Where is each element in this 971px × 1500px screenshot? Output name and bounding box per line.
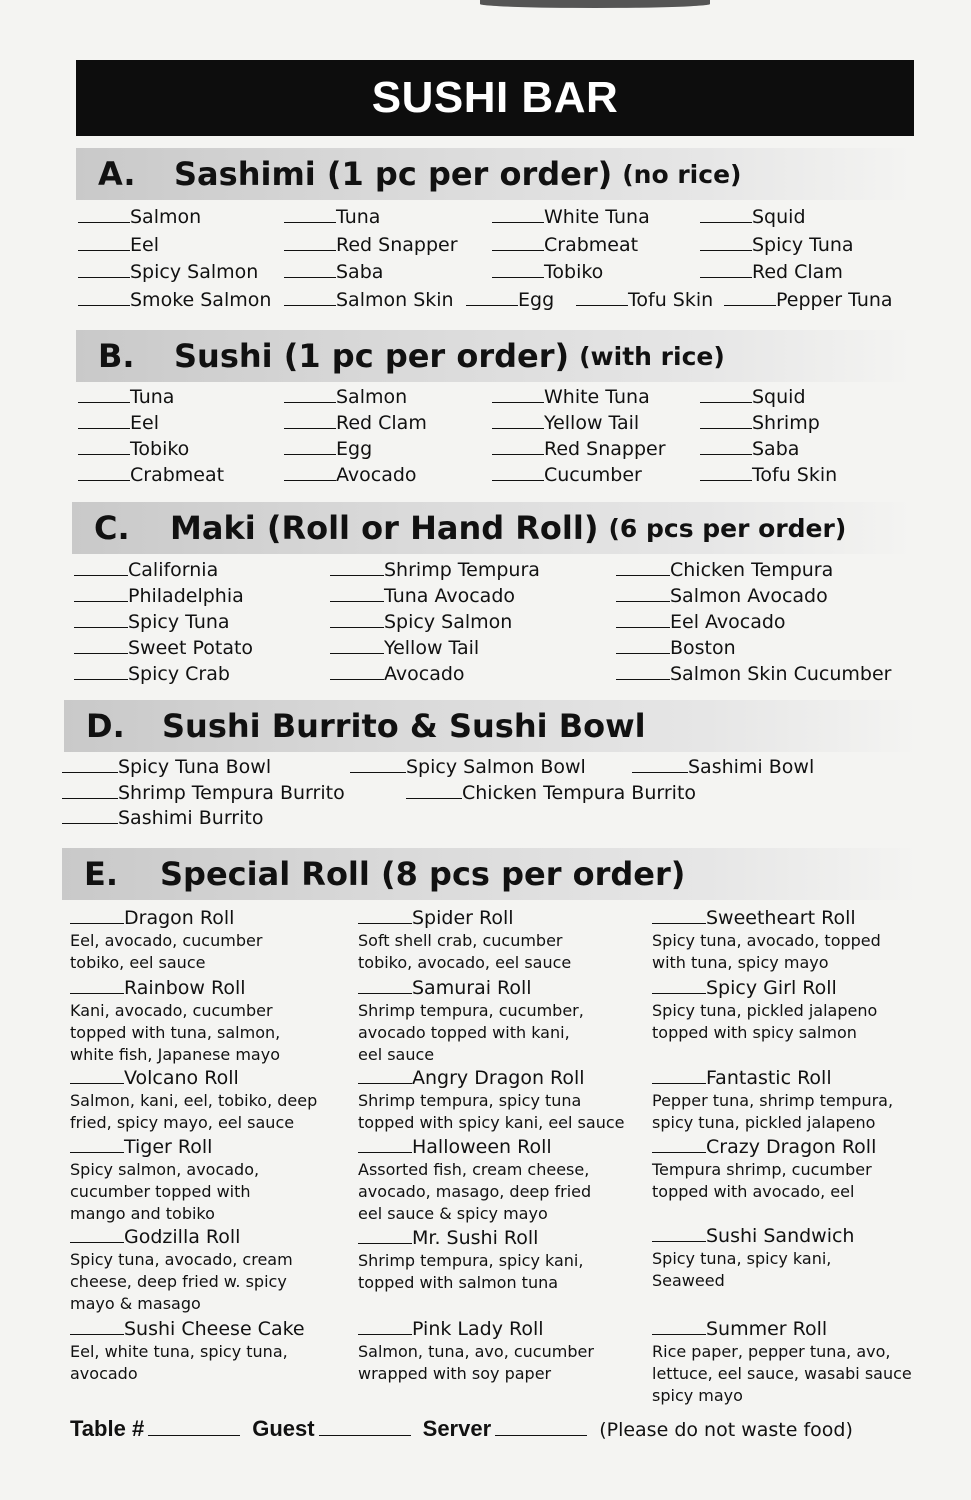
menu-item-label: Salmon [130,206,202,228]
special-roll-description: Spicy salmon, avocado, cucumber topped with mango and tobiko [70,1160,260,1223]
quantity-blank[interactable] [70,975,124,994]
quantity-blank[interactable] [652,1316,706,1335]
menu-item-label: Yellow Tail [544,412,640,434]
special-roll-name: Spider Roll [412,907,514,929]
quantity-blank[interactable] [616,609,670,628]
special-roll-name: Sushi Sandwich [706,1225,855,1247]
special-roll-name: Summer Roll [706,1318,828,1340]
menu-item-label: Crabmeat [130,464,225,486]
menu-item [616,557,833,583]
menu-item [78,436,189,462]
menu-item-label: Saba [336,261,384,283]
quantity-blank[interactable] [492,410,544,429]
menu-item-label: White Tuna [544,206,650,228]
special-roll-item [358,975,648,1066]
quantity-blank[interactable] [358,1065,412,1084]
menu-item-label: Spicy Salmon [130,261,259,283]
quantity-blank[interactable] [350,754,406,773]
quantity-blank[interactable] [632,754,688,773]
special-roll-name: Crazy Dragon Roll [706,1136,877,1158]
menu-item-label: Tobiko [544,261,604,283]
menu-item [616,635,736,661]
quantity-blank[interactable] [62,780,118,799]
quantity-blank[interactable] [74,635,128,654]
special-roll-description: Spicy tuna, avocado, cream cheese, deep fried w. spicy mayo & masago [70,1250,293,1313]
quantity-blank[interactable] [492,204,544,223]
special-roll-description: Shrimp tempura, spicy kani, topped with salmon tuna [358,1251,584,1292]
quantity-blank[interactable] [616,635,670,654]
quantity-blank[interactable] [700,204,752,223]
quantity-blank[interactable] [492,259,544,278]
special-roll-item [652,905,942,974]
menu-item [74,635,253,661]
special-roll-name: Sweetheart Roll [706,907,856,929]
menu-item [330,661,465,687]
section-letter: D. [86,707,125,745]
menu-item-label: Yellow Tail [384,637,480,659]
menu-item [74,583,244,609]
quantity-blank[interactable] [78,436,130,455]
quantity-blank[interactable] [700,410,752,429]
special-roll-name: Rainbow Roll [124,977,246,999]
quantity-blank[interactable] [652,1223,706,1242]
menu-row [62,780,960,806]
menu-row [74,583,960,609]
quantity-blank[interactable] [616,661,670,680]
special-roll-name: Tiger Roll [124,1136,213,1158]
special-roll-item [358,905,648,974]
quantity-blank[interactable] [70,1134,124,1153]
quantity-blank[interactable] [78,384,130,403]
menu-item-label: Salmon Skin Cucumber [670,663,892,685]
quantity-blank[interactable] [652,1065,706,1084]
special-roll-item [358,1225,648,1294]
quantity-blank[interactable] [576,287,628,306]
menu-row [78,462,960,488]
section-b-header [76,330,914,382]
quantity-blank[interactable] [78,287,130,306]
special-roll-item [652,1316,942,1407]
quantity-blank[interactable] [652,1134,706,1153]
special-roll-item [652,1134,942,1203]
menu-item [78,384,174,410]
special-roll-name: Fantastic Roll [706,1067,832,1089]
quantity-blank[interactable] [70,1224,124,1243]
section-letter: A. [98,155,136,193]
menu-item [492,462,642,488]
table-label: Table # [70,1416,145,1441]
quantity-blank[interactable] [358,1134,412,1153]
special-roll-name-line [358,1134,648,1159]
special-roll-description: Spicy tuna, avocado, topped with tuna, spicy mayo [652,931,881,972]
quantity-blank[interactable] [700,462,752,481]
table-number-blank[interactable] [148,1413,240,1436]
section-note: (no rice) [622,159,742,189]
menu-item-label: Spicy Tuna Bowl [118,756,272,778]
special-roll-description: Eel, white tuna, spicy tuna, avocado [70,1342,288,1383]
special-roll-description: Spicy tuna, pickled jalapeno topped with spicy salmon [652,1001,878,1042]
quantity-blank[interactable] [700,436,752,455]
menu-row [74,609,960,635]
menu-item-label: Salmon [336,386,408,408]
menu-item [492,232,638,258]
quantity-blank[interactable] [330,609,384,628]
quantity-blank[interactable] [284,384,336,403]
special-roll-name-line [358,905,648,930]
menu-item [616,661,892,687]
section-title: Sushi (1 pc per order) [174,337,570,375]
quantity-blank[interactable] [406,780,462,799]
quantity-blank[interactable] [284,232,336,251]
special-roll-description: Kani, avocado, cucumber topped with tuna, salmon, white fish, Japanese mayo [70,1001,281,1064]
special-roll-item [70,1224,360,1315]
menu-row [78,232,960,258]
special-roll-name-line [358,1316,648,1341]
special-roll-description: Pepper tuna, shrimp tempura, spicy tuna, pickled jalapeno [652,1091,894,1132]
menu-item [724,287,893,313]
menu-item [62,780,345,806]
menu-item-label: Eel [130,412,159,434]
menu-row [74,635,960,661]
special-roll-name: Halloween Roll [412,1136,552,1158]
menu-item [330,635,479,661]
menu-item [284,410,427,436]
title-banner [76,60,914,136]
menu-item [74,557,218,583]
quantity-blank[interactable] [330,583,384,602]
menu-item-label: Sashimi Burrito [118,807,264,829]
quantity-blank[interactable] [724,287,776,306]
menu-row [74,557,960,583]
menu-item-label: Saba [752,438,800,460]
menu-row [78,259,960,285]
special-roll-name: Spicy Girl Roll [706,977,837,999]
special-roll-item [70,1134,360,1225]
menu-item [78,259,258,285]
menu-item-label: Tofu Skin [752,464,838,486]
quantity-blank[interactable] [74,557,128,576]
quantity-blank[interactable] [78,410,130,429]
quantity-blank[interactable] [284,259,336,278]
quantity-blank[interactable] [492,384,544,403]
menu-row [62,805,960,831]
menu-item [700,259,843,285]
menu-item-label: Pepper Tuna [776,288,893,311]
quantity-blank[interactable] [358,1316,412,1335]
quantity-blank[interactable] [700,232,752,251]
quantity-blank[interactable] [284,462,336,481]
special-roll-name-line [652,1065,942,1090]
quantity-blank[interactable] [652,905,706,924]
menu-item [492,259,603,285]
menu-item [284,462,417,488]
special-roll-description: Spicy tuna, spicy kani, Seaweed [652,1249,832,1290]
menu-row [78,204,960,230]
quantity-blank[interactable] [70,1316,124,1335]
menu-item [330,557,540,583]
special-roll-description: Assorted fish, cream cheese, avocado, masago, deep fried eel sauce & spicy mayo [358,1160,592,1223]
menu-item-label: Shrimp Tempura Burrito [118,781,345,804]
special-roll-name-line [70,1065,360,1090]
menu-item-label: White Tuna [544,386,650,408]
menu-item [284,232,458,258]
menu-row [78,436,960,462]
quantity-blank[interactable] [492,436,544,455]
section-note: (6 pcs per order) [608,513,847,543]
section-letter: C. [94,509,130,547]
menu-item-label: Boston [670,637,736,659]
menu-item-label: Avocado [384,663,465,685]
server-label: Server [422,1416,492,1441]
menu-item [492,384,650,410]
menu-item [632,754,814,780]
menu-row [78,410,960,436]
menu-item-label: Sashimi Bowl [688,756,815,778]
menu-item [492,410,639,436]
quantity-blank[interactable] [284,204,336,223]
quantity-blank[interactable] [74,583,128,602]
special-roll-name-line [70,1134,360,1159]
menu-item [284,436,372,462]
section-title: Sashimi (1 pc per order) [174,155,613,193]
section-c-header [72,502,914,554]
menu-row [62,754,960,780]
special-roll-item [358,1134,648,1225]
menu-item-label: Tuna [130,386,175,408]
quantity-blank[interactable] [616,557,670,576]
menu-item-label: Tuna [336,206,381,228]
menu-item [350,754,586,780]
menu-item-label: Salmon Skin [336,288,454,311]
menu-item [492,436,666,462]
menu-item-label: Philadelphia [128,585,244,607]
quantity-blank[interactable] [62,754,118,773]
quantity-blank[interactable] [700,259,752,278]
quantity-blank[interactable] [74,661,128,680]
menu-item [62,805,263,831]
menu-item-label: Tuna Avocado [384,585,516,607]
quantity-blank[interactable] [700,384,752,403]
menu-row [74,661,960,687]
special-roll-item [652,1065,942,1134]
menu-item [330,609,512,635]
menu-item-label: Spicy Tuna [752,233,854,256]
menu-item [74,661,230,687]
menu-item-label: Smoke Salmon [130,288,272,311]
special-roll-description: Salmon, tuna, avo, cucumber wrapped with soy paper [358,1342,594,1383]
special-roll-description: Soft shell crab, cucumber tobiko, avocado, eel sauce [358,931,572,972]
guest-count-blank[interactable] [319,1413,411,1436]
special-roll-name-line [70,1224,360,1249]
menu-item [78,232,159,258]
section-title: Maki (Roll or Hand Roll) [170,509,599,547]
quantity-blank[interactable] [466,287,518,306]
special-roll-name-line [652,975,942,1000]
special-roll-description: Shrimp tempura, spicy tuna topped with spicy kani, eel sauce [358,1091,625,1132]
menu-item [62,754,271,780]
menu-item-label: Spicy Salmon [384,611,513,633]
menu-item [576,287,713,313]
section-d-header [64,700,920,752]
special-roll-name: Angry Dragon Roll [412,1067,585,1089]
quantity-blank[interactable] [492,232,544,251]
menu-item-label: Avocado [336,464,417,486]
menu-item [78,462,224,488]
special-roll-name-line [652,1134,942,1159]
quantity-blank[interactable] [330,557,384,576]
special-roll-name-line [70,905,360,930]
quantity-blank[interactable] [284,410,336,429]
menu-item [78,287,271,313]
menu-item [284,259,383,285]
menu-item [330,583,515,609]
menu-item-label: Tofu Skin [628,288,714,311]
quantity-blank[interactable] [284,436,336,455]
quantity-blank[interactable] [652,975,706,994]
footer-note: (Please do not waste food) [599,1419,853,1441]
menu-item-label: Spicy Tuna [128,611,230,633]
special-roll-name-line [70,975,360,1000]
special-roll-name-line [358,1225,648,1250]
quantity-blank[interactable] [358,905,412,924]
special-roll-item [358,1065,648,1134]
special-roll-name: Dragon Roll [124,907,235,929]
menu-item [284,204,380,230]
menu-item-label: Egg [518,288,555,311]
section-a-header [76,148,914,200]
menu-item-label: Eel Avocado [670,611,786,633]
menu-item [406,780,696,806]
section-letter: E. [84,855,119,893]
menu-item-label: Shrimp [752,412,820,434]
menu-item [284,287,454,313]
special-roll-name: Volcano Roll [124,1067,239,1089]
menu-item-label: Egg [336,438,373,460]
special-roll-description: Tempura shrimp, cucumber topped with avocado, eel [652,1160,872,1201]
special-roll-name-line [358,975,648,1000]
menu-item-label: Red Snapper [544,438,666,460]
special-roll-name: Mr. Sushi Roll [412,1227,539,1249]
order-footer [70,1412,930,1446]
menu-item-label: Chicken Tempura [670,559,834,581]
special-roll-item [70,905,360,974]
menu-item [74,609,230,635]
server-name-blank[interactable] [495,1413,587,1436]
menu-item [466,287,554,313]
quantity-blank[interactable] [492,462,544,481]
special-roll-description: Rice paper, pepper tuna, avo, lettuce, eel sauce, wasabi sauce spicy mayo [652,1342,912,1405]
special-roll-description: Eel, avocado, cucumber tobiko, eel sauce [70,931,263,972]
menu-item [284,384,407,410]
quantity-blank[interactable] [78,232,130,251]
menu-item [78,204,201,230]
menu-item-label: Red Snapper [336,233,458,256]
menu-item-label: Sweet Potato [128,637,254,659]
quantity-blank[interactable] [284,287,336,306]
special-roll-name: Godzilla Roll [124,1226,241,1248]
section-note: (with rice) [579,341,725,371]
menu-item [700,436,799,462]
menu-row [78,384,960,410]
special-roll-name-line [652,1223,942,1248]
menu-item-label: Eel [130,233,159,256]
quantity-blank[interactable] [330,635,384,654]
special-roll-name-line [652,1316,942,1341]
quantity-blank[interactable] [358,1225,412,1244]
menu-item-label: California [128,559,219,581]
menu-item [616,609,786,635]
quantity-blank[interactable] [78,259,130,278]
menu-item [700,204,806,230]
menu-item [700,384,806,410]
menu-item-label: Squid [752,386,806,408]
special-roll-item [652,1223,942,1292]
quantity-blank[interactable] [616,583,670,602]
quantity-blank[interactable] [330,661,384,680]
special-roll-name: Sushi Cheese Cake [124,1318,305,1340]
section-title: Special Roll (8 pcs per order) [160,855,686,893]
special-roll-item [70,975,360,1066]
quantity-blank[interactable] [62,805,118,824]
menu-item [492,204,650,230]
menu-item-label: Cucumber [544,464,642,486]
special-roll-item [70,1316,360,1385]
special-roll-description: Shrimp tempura, cucumber, avocado topped with kani, eel sauce [358,1001,584,1064]
special-roll-name: Pink Lady Roll [412,1318,544,1340]
quantity-blank[interactable] [70,905,124,924]
page-title: SUSHI BAR [371,73,619,122]
top-edge-shadow [480,0,710,8]
menu-item-label: Red Clam [752,261,843,283]
guest-label: Guest [252,1416,315,1441]
quantity-blank[interactable] [74,609,128,628]
menu-item-label: Tobiko [130,438,190,460]
menu-row [78,287,960,313]
menu-item [700,462,837,488]
menu-item [700,232,854,258]
section-e-header [62,848,920,900]
section-letter: B. [98,337,135,375]
quantity-blank[interactable] [78,462,130,481]
quantity-blank[interactable] [78,204,130,223]
menu-item [78,410,159,436]
special-roll-name: Samurai Roll [412,977,532,999]
quantity-blank[interactable] [70,1065,124,1084]
menu-item-label: Spicy Crab [128,663,230,685]
menu-item-label: Shrimp Tempura [384,559,540,581]
special-roll-name-line [70,1316,360,1341]
special-roll-item [358,1316,648,1385]
quantity-blank[interactable] [358,975,412,994]
special-roll-description: Salmon, kani, eel, tobiko, deep fried, spicy mayo, eel sauce [70,1091,318,1132]
special-roll-name-line [652,905,942,930]
special-roll-name-line [358,1065,648,1090]
menu-item-label: Crabmeat [544,233,639,256]
menu-item [700,410,820,436]
menu-item-label: Red Clam [336,412,427,434]
section-title: Sushi Burrito & Sushi Bowl [162,707,646,745]
special-roll-item [70,1065,360,1134]
menu-item-label: Spicy Salmon Bowl [406,756,586,778]
menu-item-label: Salmon Avocado [670,585,828,607]
special-roll-item [652,975,942,1044]
menu-item-label: Chicken Tempura Burrito [462,781,697,804]
menu-item-label: Squid [752,206,806,228]
menu-item [616,583,828,609]
